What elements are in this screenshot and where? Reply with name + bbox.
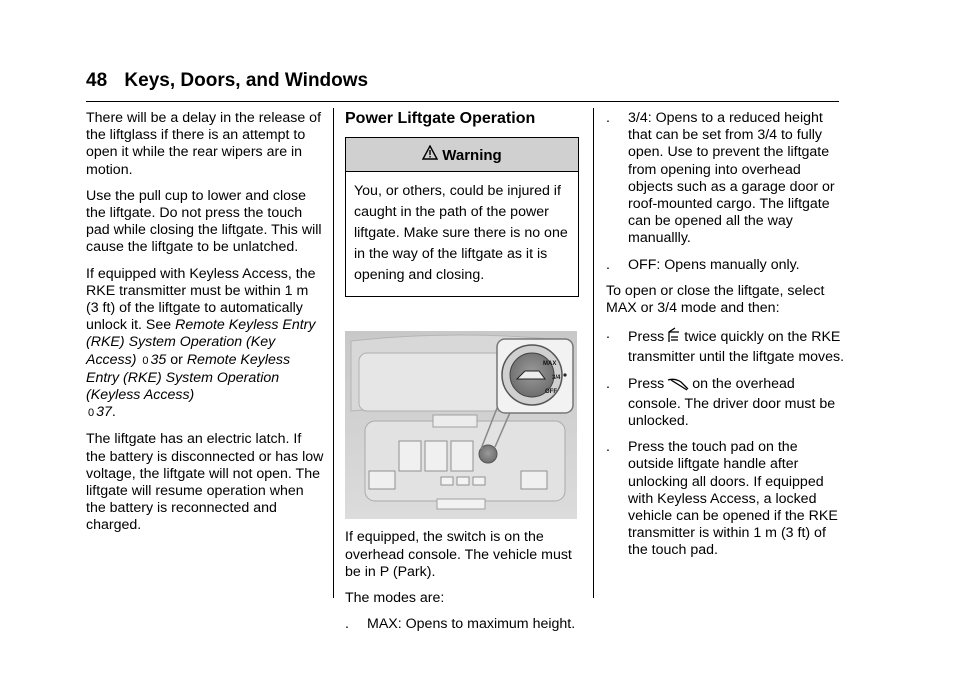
list-item (606, 376, 846, 431)
press-text: Press (628, 329, 665, 346)
list-item (606, 439, 846, 559)
label-max: MAX (543, 361, 557, 368)
rke-twice-text: twice quickly on the RKE transmitter until the liftgate moves. (628, 329, 845, 366)
bullet: . (606, 439, 610, 456)
list-item (606, 110, 846, 248)
overhead-console-photo (345, 331, 577, 519)
page-header (86, 70, 368, 92)
paragraph-open-close: To open or close the liftgate, select MAX or 3/4 mode and then: (606, 282, 825, 317)
bullet: . (606, 326, 610, 343)
or-text: or (166, 351, 187, 368)
methods-list (606, 326, 846, 559)
mode-off-text: OFF: Opens manually only. (628, 256, 800, 273)
modes-list (345, 616, 583, 633)
xref-rke-key-access[interactable]: Remote Keyless Entry (RKE) System Operation (Key Access) (86, 317, 316, 368)
liftgate-open-icon (667, 377, 689, 396)
bullet: . (606, 110, 610, 126)
paragraph-pull-cup: Use the pull cup to lower and close the liftgate. Do not press the touch pad while closing the liftgate. This will cause the liftgate to be unlatched. (86, 187, 322, 256)
paragraph-liftglass-delay: There will be a delay in the release of the liftglass if there is an attempt to open it while the rear wipers are in motion. (86, 110, 322, 178)
press-text: Press (628, 375, 665, 392)
bullet: . (606, 375, 610, 392)
paragraph-modes-intro: The modes are: (345, 590, 445, 607)
mode-three-quarter-text: 3/4: Opens to a reduced height that can be set from 3/4 to fully open. Use to prevent the liftgate from opening into overhead objects such as a garage door or roof-mounted cargo. The liftgate can be opened all the way manuallly. (628, 110, 835, 247)
bullet: . (345, 616, 349, 633)
xref-page-35[interactable]: 35 (150, 351, 167, 368)
page-number: 48 (86, 70, 108, 91)
liftgate-key-fob-icon (667, 326, 681, 349)
xref-rke-keyless-access[interactable]: Remote Keyless Entry (RKE) System Operation (Keyless Access) (86, 351, 291, 404)
column-3 (606, 110, 846, 569)
list-item (606, 326, 846, 366)
column-1 (86, 110, 324, 544)
warning-text: You, or others, could be injured if caught in the path of the power liftgate. Make sure there is no one in the way of the liftgate as it is opening and closing. (354, 183, 568, 284)
period: . (111, 404, 116, 421)
column-divider-2 (593, 108, 594, 598)
mode-max-text: MAX: Opens to maximum height. (367, 616, 576, 633)
page-ref-icon: 0 (88, 407, 95, 420)
bullet: . (606, 256, 610, 273)
overhead-console-text: on the overhead console. The driver door must be unlocked. (628, 375, 836, 430)
header-rule (86, 101, 839, 102)
chapter-title: Keys, Doors, and Windows (124, 70, 369, 91)
warning-header (346, 138, 578, 172)
paragraph-keyless-access (86, 266, 324, 423)
warning-triangle-icon (422, 145, 438, 164)
modes-list-continued (606, 110, 846, 274)
list-item (345, 616, 583, 633)
xref-page-37[interactable]: 37 (96, 404, 112, 421)
keyless-text: If equipped with Keyless Access, the RKE transmitter must be within 1 m (3 ft) of the liftgate to automatically unlock it. See (86, 265, 316, 334)
touch-pad-text: Press the touch pad on the outside liftgate handle after unlocking all doors. If equipped with Keyless Access, a locked vehicle can be opened if the RKE transmitter is within 1 m (3 ft) of the touch pad. (628, 439, 838, 559)
paragraph-switch-location: If equipped, the switch is on the overhead console. The vehicle must be in P (Park). (345, 529, 572, 580)
paragraph-electric-latch: The liftgate has an electric latch. If the battery is disconnected or has low voltage, the liftgate will not open. The liftgate will resume operation when the battery is reconnected and charged. (86, 431, 324, 534)
section-title: Power Liftgate Operation (345, 110, 536, 127)
warning-box (345, 137, 579, 297)
warning-title: Warning (442, 147, 502, 165)
list-item (606, 257, 846, 274)
column-divider-1 (333, 108, 334, 598)
column-2 (345, 110, 583, 642)
label-three-quarter: 3/4 (552, 375, 561, 382)
label-off: OFF (545, 389, 557, 396)
page-ref-icon: 0 (142, 354, 149, 367)
